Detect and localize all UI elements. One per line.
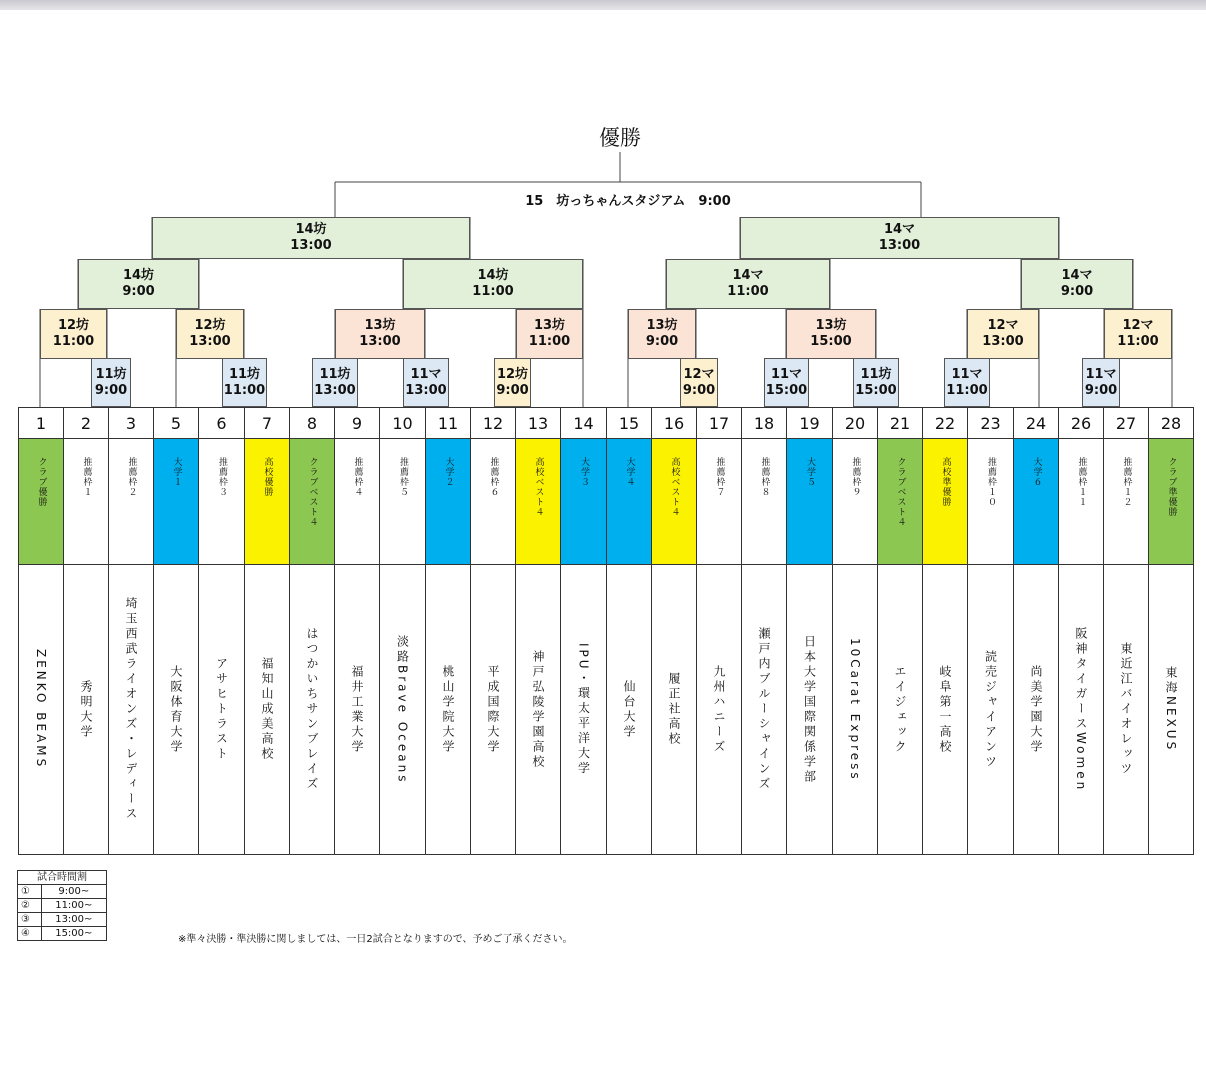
category-label: 推薦枠４ [352,457,363,497]
team-column [968,408,1014,854]
team-category [154,439,198,565]
team-column [426,408,471,854]
team-category [968,439,1013,565]
schedule-table [17,870,107,941]
category-label: 推薦枠５ [398,457,408,497]
team-column [833,408,878,854]
team-number: 27 [1104,408,1148,439]
team-name-cell [471,565,515,854]
match-time: 9:00 [645,334,679,349]
match-time: 11:00 [472,284,514,299]
team-name-cell [742,565,786,854]
team-name-cell [335,565,379,854]
team-number: 24 [1014,408,1058,439]
team-column [1059,408,1104,854]
match-code: 13坊 [646,318,678,333]
team-column [109,408,154,854]
round1-match [222,358,267,407]
match-code: 12マ [1122,318,1154,333]
category-label: 推薦枠２ [126,457,137,497]
team-column [380,408,426,854]
team-column [1149,408,1193,854]
quarterfinal-match [666,259,830,309]
match-code: 11マ [410,366,442,382]
match-time: 15:00 [765,382,808,398]
schedule-row [18,885,107,899]
match-time: 9:00 [496,382,529,398]
match-time: 9:00 [682,382,716,398]
final-match: 15 坊っちゃんスタジアム 9:00 [525,193,731,209]
team-name: 大阪体育大学 [169,664,183,755]
team-number: 19 [787,408,832,439]
category-label: 大学５ [805,457,815,487]
team-number: 1 [19,408,63,439]
category-label: 推薦枠１０ [986,457,996,507]
match-code: 11マ [770,366,803,382]
team-category [607,439,651,565]
match-time: 9:00 [1060,284,1094,299]
team-category [697,439,741,565]
round1-match [494,358,531,407]
round1-match [680,358,718,407]
team-category [1059,439,1103,565]
team-number: 10 [380,408,425,439]
team-name-cell [833,565,877,854]
team-name: 桃山学院大学 [441,664,455,755]
slot-number: ① [18,885,42,899]
team-name-cell [923,565,967,854]
team-name-cell [878,565,922,854]
team-category [923,439,967,565]
match-time: 13:00 [359,334,401,349]
team-number: 6 [199,408,244,439]
team-number: 2 [64,408,108,439]
team-name: ZENKO BEAMS [34,649,48,770]
match-code: 12坊 [57,318,90,333]
team-column [19,408,64,854]
team-number: 14 [561,408,606,439]
team-category [742,439,786,565]
slot-number: ② [18,899,42,913]
team-column [199,408,245,854]
team-number: 5 [154,408,198,439]
team-name: 10Carat Express [848,637,862,782]
round2-match [516,309,583,359]
match-time: 13:00 [405,382,447,398]
team-name-cell [199,565,244,854]
category-label: 高校ベスト４ [533,457,544,517]
team-category [290,439,334,565]
match-time: 15:00 [855,382,897,398]
slot-number: ③ [18,913,42,927]
team-name-cell [1059,565,1103,854]
team-column [335,408,380,854]
team-column [1014,408,1059,854]
team-name: 神戸弘陵学園高校 [531,649,545,770]
round1-match [853,358,899,407]
team-number: 23 [968,408,1013,439]
category-label: 大学２ [443,457,454,487]
team-column [1104,408,1149,854]
footnote: ※準々決勝・準決勝に関しましては、一日2試合となりますので、予めご了承ください。 [178,934,573,945]
team-name-cell [697,565,741,854]
team-category [787,439,832,565]
team-grid [18,407,1194,855]
team-name: 東海NEXUS [1164,666,1178,753]
team-number: 9 [335,408,379,439]
category-label: 推薦枠１２ [1121,457,1132,507]
team-column [923,408,968,854]
team-number: 11 [426,408,470,439]
slot-time: 15:00~ [41,927,106,941]
team-column [471,408,516,854]
team-name: エイジェック [893,664,907,755]
team-name: 日本大学国際関係学部 [802,634,817,785]
category-label: 推薦枠９ [850,457,861,497]
team-number: 17 [697,408,741,439]
team-name-cell [426,565,470,854]
team-name: 福知山成美高校 [260,657,274,762]
team-name: 九州ハニーズ [712,664,726,755]
team-number: 26 [1059,408,1103,439]
category-label: 推薦枠８ [759,457,770,497]
match-code: 13坊 [533,318,566,333]
team-category [471,439,515,565]
round2-match [967,309,1039,359]
team-category [1104,439,1148,565]
slot-time: 11:00~ [41,899,106,913]
team-name: はつかいちサンブレイズ [305,627,319,792]
round2-match [786,309,876,359]
match-time: 9:00 [94,382,128,398]
team-column [697,408,742,854]
match-time: 13:00 [878,238,921,253]
team-number: 22 [923,408,967,439]
round1-match [764,358,809,407]
category-label: クラブベスト４ [895,457,906,527]
match-time: 11:00 [528,334,571,349]
team-name: 尚美学園大学 [1029,664,1043,755]
round2-match [1104,309,1172,359]
round2-match [628,309,696,359]
team-name-cell [1104,565,1148,854]
schedule-row [18,913,107,927]
match-time: 11:00 [223,382,266,398]
team-name: 阪神タイガースWomen [1074,626,1088,793]
quarterfinal-match [78,259,199,309]
team-category [380,439,425,565]
team-category [199,439,244,565]
team-name-cell [561,565,606,854]
team-category [652,439,696,565]
team-name-cell [607,565,651,854]
match-code: 12マ [987,318,1019,333]
match-code: 14坊 [122,268,155,283]
team-category [1149,439,1193,565]
schedule-row [18,927,107,941]
match-code: 11坊 [319,366,351,382]
match-code: 11坊 [860,366,892,382]
round1-match [91,358,131,407]
team-name: 読売ジャイアンツ [983,649,998,770]
schedule-title: 試合時間割 [18,871,107,885]
team-category [561,439,606,565]
team-name: 岐阜第一高校 [938,664,952,755]
round2-match [335,309,425,359]
team-name: 淡路Brave Oceans [395,634,410,785]
team-column [607,408,652,854]
category-label: 大学１ [171,457,182,487]
quarterfinal-match [403,259,583,309]
team-column [561,408,607,854]
team-category [426,439,470,565]
team-name: 埼玉西武ライオンズ・レディース [124,597,138,822]
team-category [64,439,108,565]
team-number: 21 [878,408,922,439]
team-number: 16 [652,408,696,439]
team-column [787,408,833,854]
category-label: 大学６ [1031,457,1042,487]
category-label: クラブ準優勝 [1166,457,1177,517]
team-column [652,408,697,854]
team-number: 20 [833,408,877,439]
semifinal-match [740,217,1059,259]
team-column [64,408,109,854]
match-time: 13:00 [189,334,231,349]
team-name: 東近江バイオレッツ [1119,642,1133,777]
team-name: アサヒトラスト [214,657,229,762]
team-name: 瀬戸内ブルーシャインズ [757,627,771,792]
team-column [154,408,199,854]
match-time: 15:00 [810,334,852,349]
category-label: 推薦枠１ [81,457,92,497]
match-time: 13:00 [982,334,1024,349]
team-name: 平成国際大学 [486,664,500,755]
team-column [245,408,290,854]
team-name-cell [968,565,1013,854]
round2-match [40,309,107,359]
team-column [516,408,561,854]
match-code: 14マ [1061,268,1093,283]
team-category [1014,439,1058,565]
team-name-cell [1149,565,1193,854]
match-time: 13:00 [290,238,332,253]
match-time: 11:00 [946,382,988,398]
match-time: 11:00 [52,334,95,349]
team-name-cell [380,565,425,854]
match-time: 11:00 [1117,334,1159,349]
round1-match [403,358,449,407]
match-time: 11:00 [727,284,769,299]
match-code: 12マ [683,366,715,382]
team-number: 13 [516,408,560,439]
team-name-cell [19,565,63,854]
team-number: 3 [109,408,153,439]
team-name: 福井工業大学 [350,664,364,755]
team-category [516,439,560,565]
team-name: 履正社高校 [667,672,681,747]
match-code: 11坊 [228,366,261,382]
category-label: 推薦枠３ [217,457,227,497]
team-number: 8 [290,408,334,439]
match-code: 13坊 [364,318,396,333]
category-label: 大学４ [624,457,635,487]
team-name-cell [245,565,289,854]
category-label: 高校優勝 [262,457,273,497]
team-number: 12 [471,408,515,439]
quarterfinal-match [1021,259,1133,309]
slot-time: 13:00~ [41,913,106,927]
category-label: 高校準優勝 [940,457,951,507]
team-name-cell [290,565,334,854]
category-label: 推薦枠６ [488,457,499,497]
slot-number: ④ [18,927,42,941]
semifinal-match [152,217,470,259]
team-name-cell [787,565,832,854]
category-label: 推薦枠７ [714,457,725,497]
team-name-cell [1014,565,1058,854]
team-name-cell [109,565,153,854]
match-time: 13:00 [314,382,356,398]
team-category [878,439,922,565]
round1-match [312,358,358,407]
match-code: 13坊 [815,318,847,333]
match-time: 9:00 [122,284,155,299]
match-time: 9:00 [1084,382,1118,398]
team-number: 28 [1149,408,1193,439]
team-category [245,439,289,565]
team-column [878,408,923,854]
match-code: 12坊 [194,318,226,333]
team-number: 18 [742,408,786,439]
team-number: 7 [245,408,289,439]
category-label: 大学３ [579,457,589,487]
match-code: 11マ [951,366,983,382]
team-name-cell [64,565,108,854]
team-name: 仙台大学 [622,679,636,740]
match-code: 11坊 [95,366,127,382]
team-name-cell [652,565,696,854]
match-code: 11マ [1085,366,1117,382]
match-code: 12坊 [496,366,529,382]
schedule-row [18,899,107,913]
team-category [833,439,877,565]
round2-match [176,309,244,359]
category-label: 高校ベスト４ [669,457,680,517]
match-code: 14マ [732,268,764,283]
category-label: クラブベスト４ [307,457,318,527]
match-code: 14マ [883,222,916,237]
team-name-cell [154,565,198,854]
match-code: 14坊 [477,268,509,283]
team-name-cell [516,565,560,854]
category-label: 推薦枠１１ [1076,457,1087,507]
team-column [742,408,787,854]
team-column [290,408,335,854]
team-name: IPU・環太平洋大学 [576,642,591,777]
champion-label: 優勝 [599,126,641,150]
team-category [19,439,63,565]
match-code: 14坊 [295,222,327,237]
team-number: 15 [607,408,651,439]
team-name: 秀明大学 [79,679,93,740]
team-category [335,439,379,565]
slot-time: 9:00~ [41,885,106,899]
category-label: クラブ優勝 [36,457,47,507]
team-category [109,439,153,565]
round1-match [944,358,990,407]
round1-match [1082,358,1120,407]
